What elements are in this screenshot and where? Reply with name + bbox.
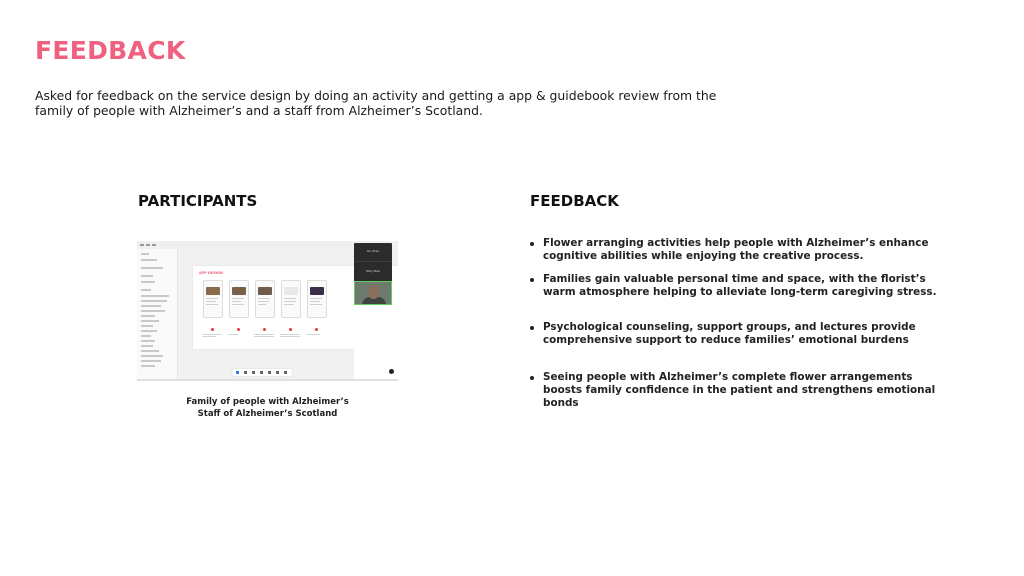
- feedback-item: Families gain valuable personal time and space, with the florist’s warm atmosphere helping to alleviate long-term caregiving stress.: [528, 273, 938, 299]
- shape-tool-icon: [252, 371, 255, 374]
- move-tool-icon: [236, 371, 239, 374]
- marker-dot: [211, 328, 214, 331]
- video-participant-name: Holly Main: [365, 269, 381, 273]
- intro-text: Asked for feedback on the service design by doing an activity and getting a app & guidebook review from the family of people with Alzheimer’s and a staff from Alzheimer’s Scotland.: [35, 88, 717, 118]
- feedback-item: Seeing people with Alzheimer’s complete flower arrangements boosts family confidence in the patient and strengthens emotional bonds: [528, 371, 938, 410]
- board-title: APP DESIGN: [199, 271, 223, 275]
- phone-mockup: [255, 280, 275, 318]
- marker-dot: [263, 328, 266, 331]
- feedback-item: Psychological counseling, support groups, and lectures provide comprehensive support to reduce families’ emotional burdens: [528, 321, 938, 347]
- layers-sidebar: [137, 249, 178, 379]
- caption-line-staff: Staff of Alzheimer’s Scotland: [197, 408, 338, 419]
- marker-dot: [315, 328, 318, 331]
- page-title: FEEDBACK: [35, 36, 186, 65]
- code-tool-icon: [284, 371, 287, 374]
- webcam-feed: [354, 281, 392, 305]
- help-button-icon: [389, 369, 394, 374]
- frame-tool-icon: [244, 371, 247, 374]
- comment-tool-icon: [276, 371, 279, 374]
- participants-screenshot: [137, 241, 398, 381]
- phone-mockup: [229, 280, 249, 318]
- phone-mockup: [203, 280, 223, 318]
- phone-mockup: [281, 280, 301, 318]
- pen-tool-icon: [260, 371, 263, 374]
- video-participant-name: Xiu Zhao: [366, 249, 380, 253]
- participants-caption: [137, 397, 398, 420]
- text-tool-icon: [268, 371, 271, 374]
- marker-dot: [237, 328, 240, 331]
- feedback-heading: FEEDBACK: [530, 192, 619, 210]
- app-topbar: [137, 241, 357, 249]
- feedback-item: Flower arranging activities help people with Alzheimer’s enhance cognitive abilities while enjoying the creative process.: [528, 237, 938, 263]
- canvas-toolbar: [232, 369, 292, 376]
- phone-mockup: [307, 280, 327, 318]
- caption-line-family: Family of people with Alzheimer’s: [186, 397, 349, 407]
- properties-panel: [354, 305, 398, 379]
- marker-dot: [289, 328, 292, 331]
- participants-heading: PARTICIPANTS: [138, 192, 258, 210]
